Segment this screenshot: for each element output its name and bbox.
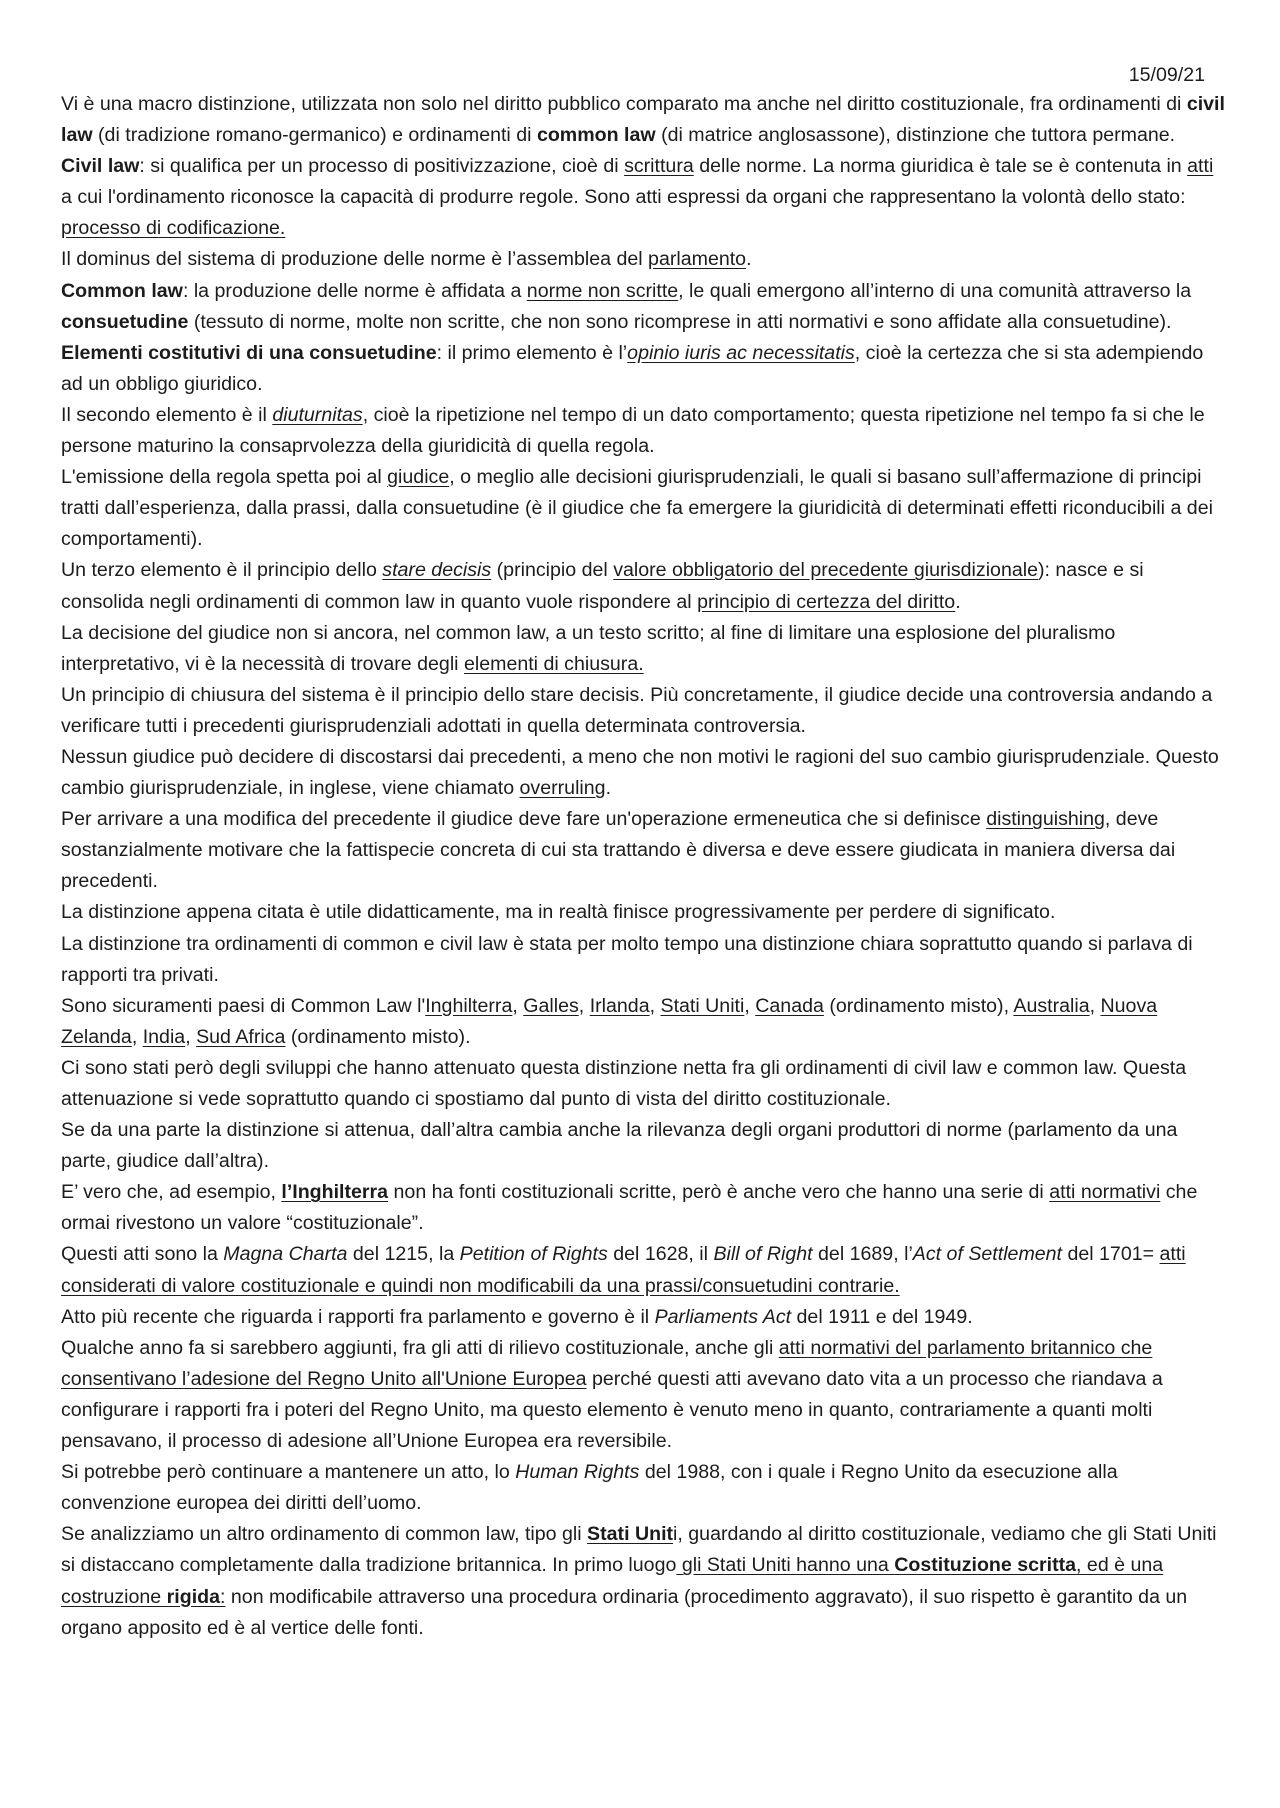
text-run: (ordinamento misto),	[823, 994, 1014, 1017]
paragraph-p21	[61, 1333, 1226, 1457]
paragraph-p18	[61, 1177, 1226, 1239]
italic-term: Human Rights	[515, 1461, 640, 1484]
text-run: Questi atti sono la	[61, 1243, 224, 1266]
italic-term: Act of Settlement	[912, 1243, 1062, 1266]
underlined-text: India	[142, 1025, 186, 1048]
text-run: Si potrebbe però continuare a mantenere un atto, lo	[61, 1461, 516, 1484]
italic-term: stare decisis	[382, 559, 492, 582]
bold-term: Elementi costitutivi di una consuetudine	[61, 341, 437, 364]
text-run: Nessun giudice può decidere di discostarsi dai precedenti, a meno che non motivi le ragioni del suo cambio giurisprudenziale. Questo cambio giurisprudenziale, in inglese, viene chiamato	[61, 745, 1219, 800]
paragraph-p19	[61, 1239, 1226, 1301]
text-run: .	[955, 590, 961, 613]
text-run: Un terzo elemento è il principio dello	[61, 559, 383, 582]
italic-term: Parliaments Act	[654, 1305, 792, 1328]
text-run: ,	[131, 1025, 143, 1048]
paragraph-p20	[61, 1302, 1226, 1333]
paragraph-p14	[61, 929, 1226, 991]
underlined-text: scrittura	[624, 155, 694, 178]
underlined-text: gli Stati Uniti hanno una	[676, 1554, 895, 1577]
text-run: Per arrivare a una modifica del precedente il giudice deve fare un'operazione ermeneutica che si definisce	[61, 808, 987, 831]
bold-term: rigida	[166, 1585, 221, 1608]
underlined-text: , ed è una costruzione	[61, 1554, 1164, 1608]
italic-term: opinio iuris ac necessitatis	[627, 341, 855, 364]
underlined-text: overruling	[519, 777, 606, 800]
document-body	[61, 89, 1226, 1644]
paragraph-p8	[61, 555, 1226, 617]
text-run: non ha fonti costituzionali scritte, però è anche vero che hanno una serie di	[388, 1181, 1050, 1204]
text-run: del 1988, con i quale i Regno Unito da esecuzione alla convenzione europea dei diritti dell’uomo.	[61, 1461, 1118, 1515]
text-run: , cioè la certezza che si sta adempiendo ad un obbligo giuridico.	[61, 341, 1204, 395]
text-run: non modificabile attraverso una procedura ordinaria (procedimento aggravato), il suo rispetto è garantito da un organo apposito ed è al vertice delle fonti.	[61, 1585, 1188, 1639]
paragraph-p5	[61, 338, 1226, 400]
text-run: La distinzione appena citata è utile didatticamente, ma in realtà finisce progressivamente per perdere di significato.	[61, 901, 1056, 924]
text-run: del 1911 e del 1949.	[791, 1305, 973, 1328]
paragraph-p12	[61, 804, 1226, 897]
text-run: E’ vero che, ad esempio,	[61, 1181, 282, 1204]
text-run: Un principio di chiusura del sistema è il principio dello stare decisis. Più concretamente, il giudice decide una controversia andando a verificare tutti i precedenti giurisprudenziali adottati in quella determinata controversia.	[61, 683, 1213, 737]
underlined-text: parlamento	[648, 248, 747, 271]
text-run: ,	[578, 994, 590, 1017]
underlined-text: atti normativi del parlamento britannico che consentivano l’adesione del Regno Unito all'Unione Europea	[61, 1336, 1153, 1390]
text-run: Sono sicuramenti paesi di Common Law l'	[61, 994, 426, 1017]
text-run: .	[746, 248, 752, 271]
text-run: del 1215, la	[347, 1243, 460, 1266]
paragraph-p13	[61, 897, 1226, 928]
text-run: Ci sono stati però degli sviluppi che hanno attenuato questa distinzione netta fra gli ordinamenti di civil law e common law. Questa attenuazione si vede soprattutto quando ci spostiamo dal punto di vista del diritto costituzionale.	[61, 1056, 1187, 1110]
underlined-text: principio di certezza del diritto	[697, 590, 956, 613]
underlined-text: Galles	[523, 994, 579, 1017]
text-run: , deve sostanzialmente motivare che la fattispecie concreta di cui sta trattando è diversa e deve essere giudicata in maniera diversa dai precedenti.	[61, 808, 1176, 893]
text-run: , o meglio alle decisioni giurisprudenziali, le quali si basano sull’affermazione di principi tratti dall’esperienza, dalla prassi, dalla consuetudine (è il giudice che fa emergere la giuridicità di determinati effetti riconducibili a dei comportamenti).	[61, 466, 1213, 551]
text-run: ,	[1089, 994, 1101, 1017]
text-run: perché questi atti avevano dato vita a un processo che riandava a configurare i rapporti fra i poteri del Regno Unito, ma questo elemento è venuto meno in quanto, contrariamente a quanti molti pensavano, il processo di adesione all’Unione Europea era reversibile.	[61, 1367, 1163, 1453]
text-run: del 1701=	[1062, 1243, 1160, 1266]
text-run: del 1689, l’	[812, 1243, 913, 1266]
text-run: Il dominus del sistema di produzione delle norme è l’assemblea del	[61, 248, 649, 271]
text-run: ,	[512, 994, 524, 1017]
text-run: i, guardando al diritto costituzionale, vediamo che gli Stati Uniti si distaccano completamente dalla tradizione britannica. In primo luogo	[61, 1523, 1217, 1577]
paragraph-p15	[61, 991, 1226, 1053]
text-run: La distinzione tra ordinamenti di common e civil law è stata per molto tempo una distinzione chiara soprattutto quando si parlava di rapporti tra privati.	[61, 932, 1193, 986]
text-run: : il primo elemento è l’	[436, 341, 628, 364]
paragraph-p3	[61, 244, 1226, 275]
text-run: La decisione del giudice non si ancora, nel common law, a un testo scritto; al fine di limitare una esplosione del pluralismo interpretativo, vi è la necessità di trovare degli	[61, 621, 1116, 675]
paragraph-p11	[61, 742, 1226, 804]
underlined-text: elementi di chiusura.	[463, 652, 644, 675]
text-run: Vi è una macro distinzione, utilizzata non solo nel diritto pubblico comparato ma anche nel diritto costituzionale, fra ordinamenti di	[61, 93, 1187, 115]
underlined-text: atti	[1187, 155, 1214, 178]
underlined-text: Nuova Zelanda	[61, 994, 1158, 1048]
paragraph-p6	[61, 400, 1226, 462]
underlined-text: valore obbligatorio del precedente giurisdizionale	[613, 559, 1038, 582]
text-run: (tessuto di norme, molte non scritte, che non sono ricomprese in atti normativi e sono affidate alla consuetudine).	[188, 310, 1172, 333]
underlined-text: distinguishing	[986, 808, 1105, 831]
text-run: , cioè la ripetizione nel tempo di un dato comportamento; questa ripetizione nel tempo fa si che le persone maturino la consaprvolezza della giuridicità di quella regola.	[61, 403, 1205, 458]
text-run: (principio del	[491, 559, 614, 582]
underlined-text: Australia	[1013, 994, 1090, 1017]
italic-term: Magna Charta	[223, 1243, 348, 1266]
text-run: che ormai rivestono un valore “costituzionale”.	[61, 1181, 1198, 1235]
text-run: , le quali emergono all’interno di una comunità attraverso la	[678, 279, 1192, 302]
underlined-text: processo di codificazione.	[61, 217, 286, 240]
text-run: del 1628, il	[607, 1243, 714, 1266]
bold-term: l’Inghilterra	[281, 1181, 389, 1204]
bold-term: consuetudine	[61, 310, 189, 333]
underlined-text: :	[220, 1585, 226, 1608]
text-run: (di tradizione romano-germanico) e ordinamenti di	[92, 124, 537, 147]
text-run: (ordinamento misto).	[285, 1025, 471, 1048]
paragraph-p22	[61, 1457, 1226, 1519]
paragraph-p17	[61, 1115, 1226, 1177]
text-run: Il secondo elemento è il	[61, 403, 273, 426]
text-run: Qualche anno fa si sarebbero aggiunti, fra gli atti di rilievo costituzionale, anche gli	[61, 1336, 779, 1359]
paragraph-p4	[61, 276, 1226, 338]
text-run: (di matrice anglosassone), distinzione che tuttora permane.	[655, 124, 1176, 147]
paragraph-p2	[61, 151, 1226, 244]
italic-term: Petition of Rights	[459, 1243, 608, 1266]
underlined-text: giudice	[387, 466, 450, 489]
paragraph-p23	[61, 1519, 1226, 1643]
italic-term: diuturnitas	[272, 403, 363, 426]
text-run: L'emissione della regola spetta poi al	[61, 466, 388, 489]
underlined-text: Canada	[755, 994, 824, 1017]
text-run: ,	[744, 994, 756, 1017]
paragraph-p10	[61, 680, 1226, 742]
bold-term: Common law	[61, 279, 183, 302]
paragraph-p7	[61, 462, 1226, 555]
bold-term: Civil law	[61, 155, 140, 178]
paragraph-p9	[61, 618, 1226, 680]
bold-term: civil law	[61, 93, 1225, 147]
document-date: 15/09/21	[1128, 64, 1205, 86]
text-run: delle norme. La norma giuridica è tale se è contenuta in	[693, 155, 1188, 178]
underlined-text: Inghilterra	[425, 994, 513, 1017]
underlined-text: atti normativi	[1049, 1181, 1161, 1204]
text-run: : la produzione delle norme è affidata a	[182, 279, 527, 302]
italic-term: Bill of Right	[713, 1243, 813, 1266]
bold-term: Stati Unit	[587, 1523, 674, 1546]
underlined-text: norme non scritte	[526, 279, 679, 302]
underlined-text: Irlanda	[589, 994, 650, 1017]
text-run: : si qualifica per un processo di positivizzazione, cioè di	[139, 155, 625, 178]
bold-term: Costituzione scritta	[894, 1554, 1077, 1577]
bold-term: common law	[536, 124, 656, 147]
text-run: ): nasce e si consolida negli ordinamenti di common law in quanto vuole rispondere al	[61, 559, 1144, 613]
paragraph-p1	[61, 89, 1226, 151]
text-run: .	[605, 777, 612, 800]
text-run: ,	[649, 994, 661, 1017]
paragraph-p16	[61, 1053, 1226, 1115]
underlined-text: Stati Uniti	[660, 994, 745, 1017]
text-run: Se analizziamo un altro ordinamento di common law, tipo gli	[61, 1523, 588, 1546]
text-run: Atto più recente che riguarda i rapporti fra parlamento e governo è il	[61, 1305, 655, 1328]
underlined-text: atti considerati di valore costituzionale e quindi non modificabili da una prassi/consuetudini contrarie.	[61, 1243, 1186, 1297]
underlined-text: Sud Africa	[196, 1025, 286, 1048]
text-run: Se da una parte la distinzione si attenua, dall’altra cambia anche la rilevanza degli organi produttori di norme (parlamento da una parte, giudice dall’altra).	[61, 1119, 1178, 1173]
text-run: a cui l'ordinamento riconosce la capacità di produrre regole. Sono atti espressi da organi che rappresentano la volontà dello stato:	[61, 186, 1186, 209]
text-run: ,	[185, 1025, 197, 1048]
